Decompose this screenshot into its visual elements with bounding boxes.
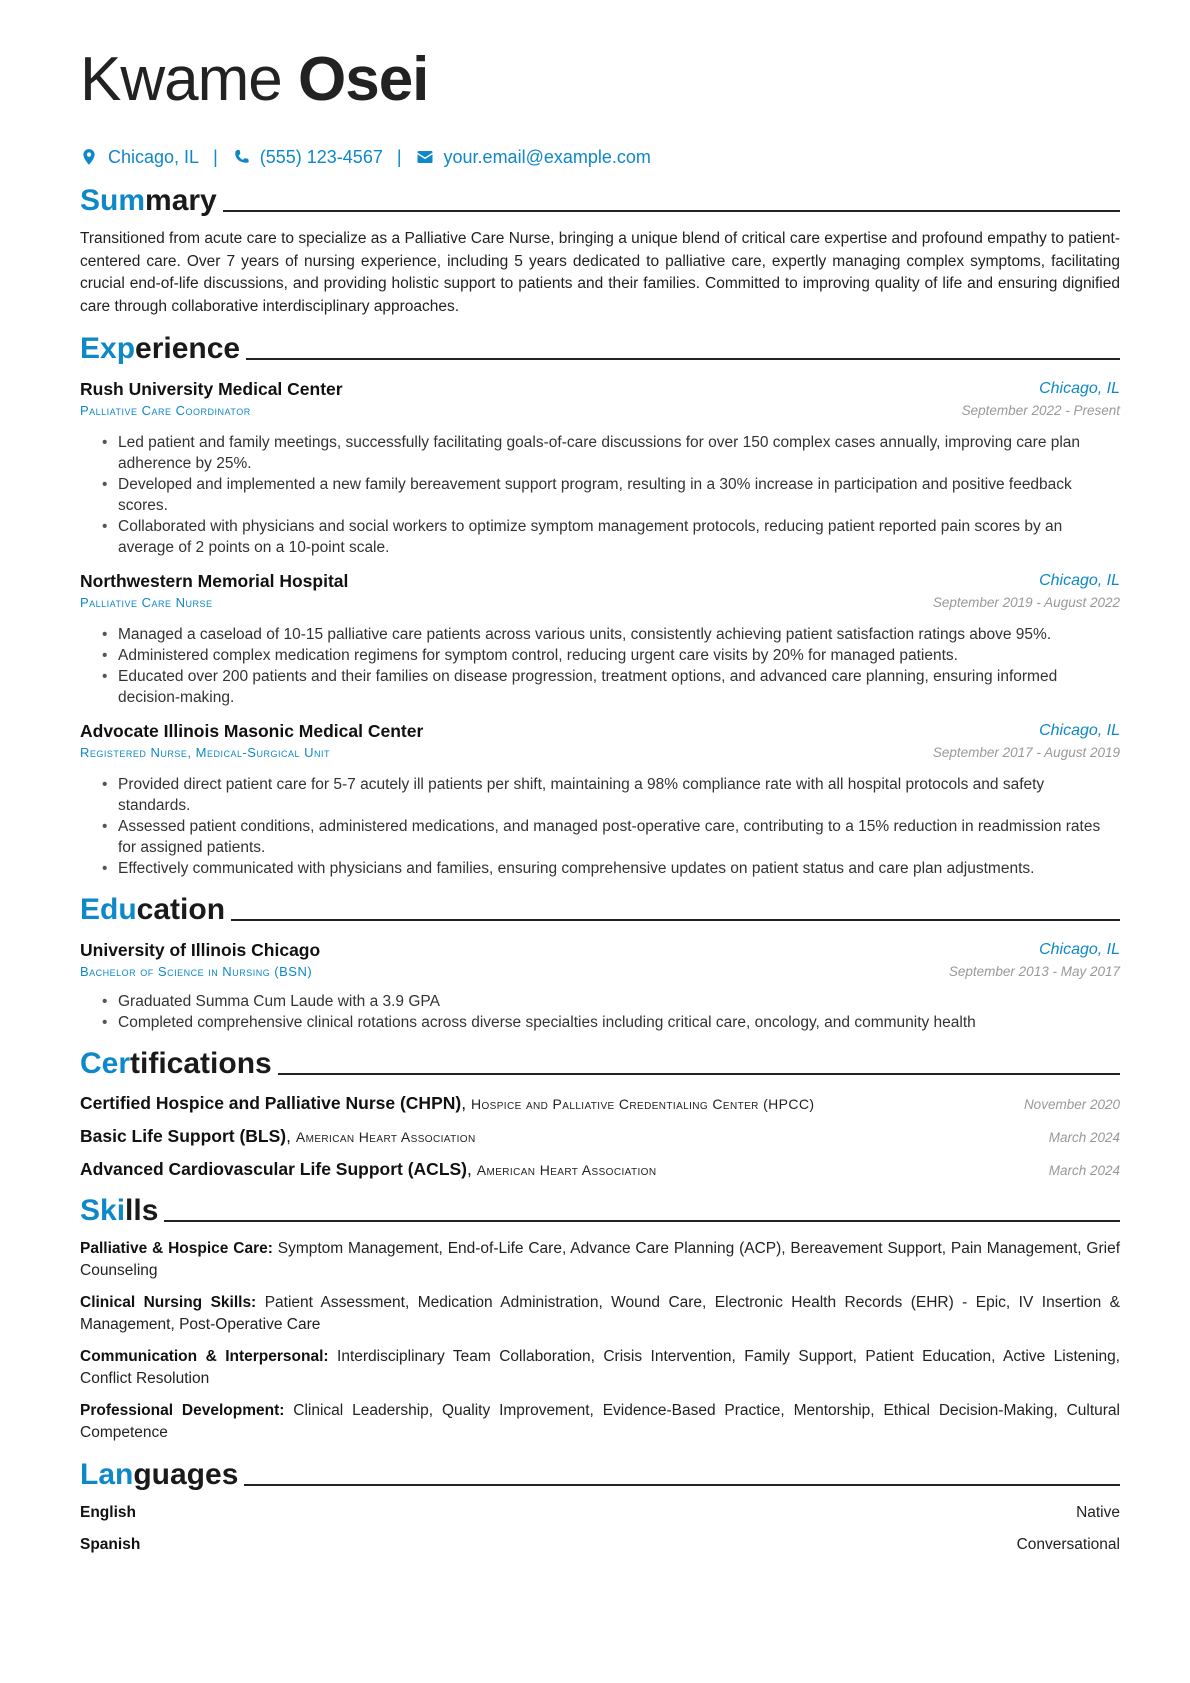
employer-name: Advocate Illinois Masonic Medical Center — [80, 721, 424, 741]
experience-entry — [80, 570, 1120, 708]
certification-date: November 2020 — [1023, 1097, 1120, 1112]
job-dates: September 2022 - Present — [961, 403, 1120, 418]
envelope-icon — [416, 148, 434, 166]
candidate-name — [80, 40, 1120, 120]
section-title-rest: erience — [135, 332, 241, 365]
skill-group — [80, 1346, 1120, 1390]
job-title: Palliative Care Coordinator — [80, 403, 251, 418]
experience-entry — [80, 720, 1120, 879]
education-highlights — [80, 991, 1120, 1033]
section-title-skills — [80, 1190, 1120, 1228]
certification-issuer: Hospice and Palliative Credentialing Center (HPCC) — [470, 1096, 815, 1112]
certification-date: March 2024 — [1048, 1163, 1120, 1178]
skill-items: Symptom Management, End-of-Life Care, Advance Care Planning (ACP), Bereavement Support, Pain Management, Grief Counseling — [80, 1240, 1120, 1279]
certification-issuer: American Heart Association — [295, 1129, 476, 1145]
certification-date: March 2024 — [1048, 1130, 1120, 1145]
list-item: • Effectively communicated with physicians and families, ensuring comprehensive updates on patient status and care plan adjustments. — [102, 858, 1120, 879]
contact-location — [80, 147, 199, 168]
section-title-accent: Sum — [80, 184, 146, 217]
certification-name: Certified Hospice and Palliative Nurse (CHPN) — [80, 1093, 462, 1113]
section-title-accent: Edu — [80, 893, 137, 926]
map-pin-icon — [80, 148, 98, 166]
contact-phone[interactable] — [232, 147, 383, 168]
job-dates: September 2017 - August 2019 — [932, 745, 1120, 760]
section-rule — [246, 358, 1120, 360]
certification-name: Basic Life Support (BLS) — [80, 1126, 287, 1146]
section-title-accent: Exp — [80, 332, 136, 365]
language-item — [80, 1534, 1120, 1556]
list-item: • Educated over 200 patients and their families on disease progression, treatment options, and advanced care planning, ensuring informed decision-making. — [102, 666, 1120, 708]
certification-issuer: American Heart Association — [476, 1162, 657, 1178]
language-level: Conversational — [1016, 1536, 1120, 1553]
contact-separator: | — [396, 146, 402, 167]
employer-location: Chicago, IL — [1039, 572, 1120, 589]
section-rule — [223, 210, 1120, 212]
language-item — [80, 1502, 1120, 1524]
email-text: your.email@example.com — [443, 146, 651, 167]
list-item: • Collaborated with physicians and social workers to optimize symptom management protocols, reducing patient reported pain scores by an average of 2 points on a 10-point scale. — [102, 516, 1120, 558]
certification-name: Advanced Cardiovascular Life Support (ACLS) — [80, 1159, 468, 1179]
certification-item: Basic Life Support (BLS), American Heart Association March 2024 — [80, 1126, 1120, 1146]
section-rule — [231, 919, 1120, 921]
skill-category: Clinical Nursing Skills: — [80, 1294, 257, 1311]
language-name: Spanish — [80, 1536, 141, 1553]
school-location: Chicago, IL — [1039, 941, 1120, 958]
achievement-list — [80, 432, 1120, 558]
skill-group — [80, 1292, 1120, 1336]
job-title: Registered Nurse, Medical-Surgical Unit — [80, 745, 330, 760]
education-entry — [80, 939, 1120, 1033]
language-name: English — [80, 1504, 136, 1521]
certification-item: Advanced Cardiovascular Life Support (ACLS), American Heart Association March 2024 — [80, 1159, 1120, 1179]
section-title-accent: Ski — [80, 1194, 126, 1227]
section-title-rest: tifications — [130, 1047, 272, 1080]
employer-name: Northwestern Memorial Hospital — [80, 571, 349, 591]
skill-items: Clinical Leadership, Quality Improvement, Evidence-Based Practice, Mentorship, Ethical Decision-Making, Cultural Competence — [80, 1402, 1120, 1441]
skill-group — [80, 1400, 1120, 1444]
section-title-rest: cation — [136, 893, 226, 926]
list-item: • Completed comprehensive clinical rotations across diverse specialties including critical care, oncology, and community health — [102, 1012, 1120, 1033]
achievement-list — [80, 774, 1120, 879]
skill-category: Communication & Interpersonal: — [80, 1348, 329, 1365]
section-title-experience — [80, 328, 1120, 366]
employer-location: Chicago, IL — [1039, 722, 1120, 739]
last-name: Osei — [297, 45, 429, 114]
list-item: • Developed and implemented a new family bereavement support program, resulting in a 30% increase in participation and positive feedback scores. — [102, 474, 1120, 516]
experience-entry — [80, 378, 1120, 558]
section-title-rest: guages — [133, 1458, 239, 1491]
section-rule — [164, 1220, 1120, 1222]
language-level: Native — [1076, 1504, 1120, 1521]
skill-category: Palliative & Hospice Care: — [80, 1240, 273, 1257]
skill-category: Professional Development: — [80, 1402, 285, 1419]
job-title: Palliative Care Nurse — [80, 595, 213, 610]
section-title-summary — [80, 180, 1120, 218]
certification-item: Certified Hospice and Palliative Nurse (CHPN), Hospice and Palliative Credentialing Center (HPCC) November 2020 — [80, 1093, 1120, 1113]
phone-text: (555) 123-4567 — [259, 146, 383, 167]
job-dates: September 2019 - August 2022 — [932, 595, 1120, 610]
list-item: • Administered complex medication regimens for symptom control, reducing urgent care visits by 20% for managed patients. — [102, 645, 1120, 666]
contact-email[interactable] — [416, 147, 651, 168]
list-item: • Managed a caseload of 10-15 palliative care patients across various units, consistently achieving patient satisfaction ratings above 95%. — [102, 624, 1120, 645]
location-text: Chicago, IL — [108, 146, 200, 167]
section-title-rest: lls — [125, 1194, 159, 1227]
section-title-accent: Cer — [80, 1047, 131, 1080]
section-title-rest: mary — [145, 184, 217, 217]
contact-separator: | — [213, 146, 218, 167]
section-rule — [278, 1073, 1120, 1075]
summary-text: Transitioned from acute care to specialize as a Palliative Care Nurse, bringing a unique blend of critical care expertise and profound empathy to patient-centered care. Over 7 years of nursing experience, including 5 years dedicated to palliative care, expertly managing complex symptoms, facilitating crucial end-of-life discussions, and providing holistic support to patients and their families. Committed to improving quality of life and ensuring dignified care through collaborative interdisciplinary approaches. — [80, 230, 1120, 315]
section-title-education — [80, 889, 1120, 927]
list-item: • Assessed patient conditions, administered medications, and managed post-operative care, contributing to a 15% reduction in readmission rates for assigned patients. — [102, 816, 1120, 858]
employer-location: Chicago, IL — [1039, 380, 1120, 397]
skill-items: Patient Assessment, Medication Administration, Wound Care, Electronic Health Records (EHR) - Epic, IV Insertion & Management, Post-Operative Care — [80, 1294, 1120, 1333]
phone-icon — [232, 148, 250, 166]
first-name: Kwame — [80, 45, 282, 114]
section-rule — [244, 1484, 1120, 1486]
education-dates: September 2013 - May 2017 — [948, 964, 1120, 979]
section-title-languages — [80, 1454, 1120, 1492]
section-title-certifications — [80, 1043, 1120, 1081]
degree-title: Bachelor of Science in Nursing (BSN) — [80, 964, 313, 979]
contact-bar — [80, 144, 1120, 170]
achievement-list — [80, 624, 1120, 708]
school-name: University of Illinois Chicago — [80, 940, 321, 960]
employer-name: Rush University Medical Center — [80, 379, 343, 399]
skill-group — [80, 1238, 1120, 1282]
section-title-accent: Lan — [80, 1458, 134, 1491]
list-item: • Graduated Summa Cum Laude with a 3.9 GPA — [102, 991, 1120, 1012]
skill-items: Interdisciplinary Team Collaboration, Crisis Intervention, Family Support, Patient Education, Active Listening, Conflict Resolution — [80, 1348, 1120, 1387]
list-item: • Led patient and family meetings, successfully facilitating goals-of-care discussions for over 150 complex cases annually, improving care plan adherence by 25%. — [102, 432, 1120, 474]
list-item: • Provided direct patient care for 5-7 acutely ill patients per shift, maintaining a 98% compliance rate with all hospital protocols and safety standards. — [102, 774, 1120, 816]
